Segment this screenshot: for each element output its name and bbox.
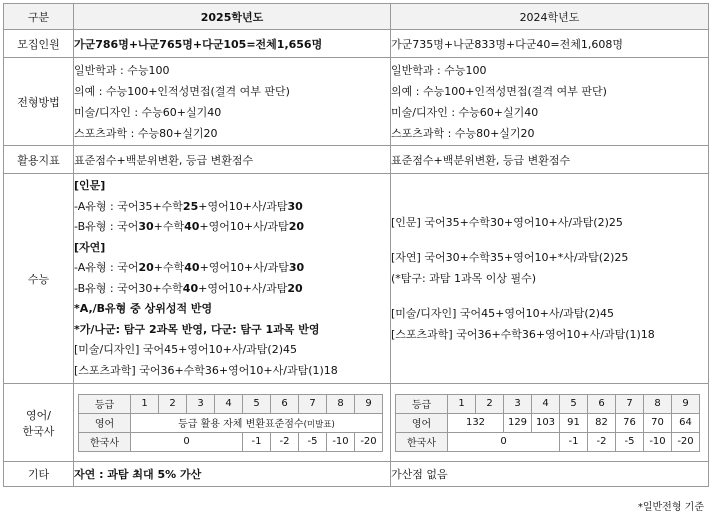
history-grade-1-4: 0: [448, 432, 560, 451]
recruit-2024: 가군735명+나군833명+다군40=전체1,608명: [391, 30, 709, 58]
indicator-2024: 표준점수+백분위변환, 등급 변환점수: [391, 146, 709, 174]
science-formula-2024: [자연] 국어30+수학35+영어10+*사/과탐(2)25: [391, 251, 629, 264]
header-row: [4, 4, 709, 30]
method-2025: [74, 58, 391, 146]
spacer: [391, 233, 708, 247]
english-score-7: 76: [616, 413, 644, 432]
english-score-4: 103: [532, 413, 560, 432]
indicator-label: 활용지표: [4, 146, 74, 174]
science-b-type: -B유형 : 국어30+수학40+영어10+사/과탐20: [74, 281, 303, 295]
grade-3: 3: [504, 394, 532, 413]
history-grade-6: -2: [588, 432, 616, 451]
recruit-2025: 가군786명+나군765명+다군105=전체1,656명: [74, 30, 391, 58]
history-label: 한국사: [79, 432, 131, 451]
grade-7: 7: [616, 394, 644, 413]
grade-header-row: [79, 394, 383, 413]
science-heading: [자연]: [74, 240, 106, 254]
grade-label: 등급: [79, 394, 131, 413]
grade-7: 7: [299, 394, 327, 413]
grade-6: 6: [588, 394, 616, 413]
method-row: [4, 58, 709, 146]
indicator-2025: 표준점수+백분위변환, 등급 변환점수: [74, 146, 391, 174]
indicator-row: [4, 146, 709, 174]
humanities-a-type: -A유형 : 국어35+수학25+영어10+사/과탐30: [74, 199, 303, 213]
sports-formula-2025: [스포츠과학] 국어36+수학36+영어10+사/과탐(1)18: [74, 363, 338, 377]
other-2024: 가산점 없음: [391, 462, 709, 487]
english-score-9: 64: [672, 413, 700, 432]
english-label: 영어: [396, 413, 448, 432]
note-inquiry-subjects: *가/나군: 탐구 2과목 반영, 다군: 탐구 1과목 반영: [74, 322, 320, 336]
recruit-label: 모집인원: [4, 30, 74, 58]
grade-9: 9: [355, 394, 383, 413]
english-score-6: 82: [588, 413, 616, 432]
other-2025: 자연 : 과탐 최대 5% 가산: [74, 462, 391, 487]
comparison-table: [3, 3, 709, 487]
humanities-b-type: -B유형 : 국어30+수학40+영어10+사/과탐20: [74, 220, 305, 233]
history-row-2025: [79, 432, 383, 451]
history-grade-8: -10: [327, 432, 355, 451]
english-conversion-note: 등급 활용 자체 변환표준점수(미발표): [131, 413, 383, 432]
grade-2: 2: [476, 394, 504, 413]
grade-table-2025-cell: [74, 384, 391, 462]
history-grade-7: -5: [299, 432, 327, 451]
sports-formula-2024: [스포츠과학] 국어36+수학36+영어10+사/과탐(1)18: [391, 328, 655, 341]
history-grade-8: -10: [644, 432, 672, 451]
grade-4: 4: [215, 394, 243, 413]
history-grade-9: -20: [355, 432, 383, 451]
header-2025: 2025학년도: [74, 4, 391, 30]
suneung-row: [4, 174, 709, 384]
science-note-2024: (*탐구: 과탐 1과목 이상 필수): [391, 272, 537, 285]
grade-2: 2: [159, 394, 187, 413]
english-score-5: 91: [560, 413, 588, 432]
note-higher-score: *A,/B유형 중 상위성적 반영: [74, 302, 213, 315]
english-history-row: [4, 384, 709, 462]
science-a-type: -A유형 : 국어20+수학40+영어10+사/과탐30: [74, 261, 305, 274]
grade-table-2024-cell: [391, 384, 709, 462]
grade-3: 3: [187, 394, 215, 413]
english-history-label-line1: 영어/: [26, 408, 51, 422]
grade-1: 1: [131, 394, 159, 413]
english-row-2024: [396, 413, 700, 432]
grade-6: 6: [271, 394, 299, 413]
suneung-2025: [74, 174, 391, 384]
history-grade-1-4: 0: [131, 432, 243, 451]
grade-table-2024: [395, 394, 700, 452]
art-design-formula-2025: [미술/디자인] 국어45+영어10+사/과탐(2)45: [74, 343, 298, 356]
history-grade-9: -20: [672, 432, 700, 451]
grade-table-2025: [78, 394, 383, 452]
grade-1: 1: [448, 394, 476, 413]
method-label: 전형방법: [4, 58, 74, 146]
history-label: 한국사: [396, 432, 448, 451]
english-history-label-line2: 한국사: [22, 424, 55, 438]
history-grade-5: -1: [243, 432, 271, 451]
humanities-formula-2024: [인문] 국어35+수학30+영어10+사/과탐(2)25: [391, 216, 623, 229]
other-label: 기타: [4, 462, 74, 487]
suneung-label: 수능: [4, 174, 74, 384]
method-2025-general: 일반학과 : 수능100: [74, 63, 170, 77]
history-row-2024: [396, 432, 700, 451]
suneung-2024: [391, 174, 709, 384]
method-2025-sports: 스포츠과학 : 수능80+실기20: [74, 126, 218, 140]
method-2024-medical: 의예 : 수능100+인적성면접(결격 여부 판단): [391, 84, 607, 98]
other-row: [4, 462, 709, 487]
method-2024-sports: 스포츠과학 : 수능80+실기20: [391, 126, 535, 140]
english-score-1-2: 132: [448, 413, 504, 432]
method-2025-art: 미술/디자인 : 수능60+실기40: [74, 105, 222, 119]
english-history-label: [4, 384, 74, 462]
history-grade-6: -2: [271, 432, 299, 451]
footnote: *일반전형 기준: [637, 502, 704, 513]
history-grade-7: -5: [616, 432, 644, 451]
recruit-row: [4, 30, 709, 58]
grade-4: 4: [532, 394, 560, 413]
grade-header-row: [396, 394, 700, 413]
method-2024: [391, 58, 709, 146]
english-row-2025: [79, 413, 383, 432]
method-2024-art: 미술/디자인 : 수능60+실기40: [391, 105, 539, 119]
english-score-3: 129: [504, 413, 532, 432]
history-grade-5: -1: [560, 432, 588, 451]
header-2024: 2024학년도: [391, 4, 709, 30]
english-label: 영어: [79, 413, 131, 432]
method-2025-medical: 의예 : 수능100+인적성면접(결격 여부 판단): [74, 84, 290, 98]
humanities-heading: [인문]: [74, 179, 106, 192]
grade-8: 8: [644, 394, 672, 413]
grade-8: 8: [327, 394, 355, 413]
grade-5: 5: [560, 394, 588, 413]
english-score-8: 70: [644, 413, 672, 432]
grade-label: 등급: [396, 394, 448, 413]
art-design-formula-2024: [미술/디자인] 국어45+영어10+사/과탐(2)45: [391, 307, 615, 320]
grade-9: 9: [672, 394, 700, 413]
grade-5: 5: [243, 394, 271, 413]
header-category: 구분: [4, 4, 74, 30]
method-2024-general: 일반학과 : 수능100: [391, 63, 487, 77]
spacer: [391, 289, 708, 303]
